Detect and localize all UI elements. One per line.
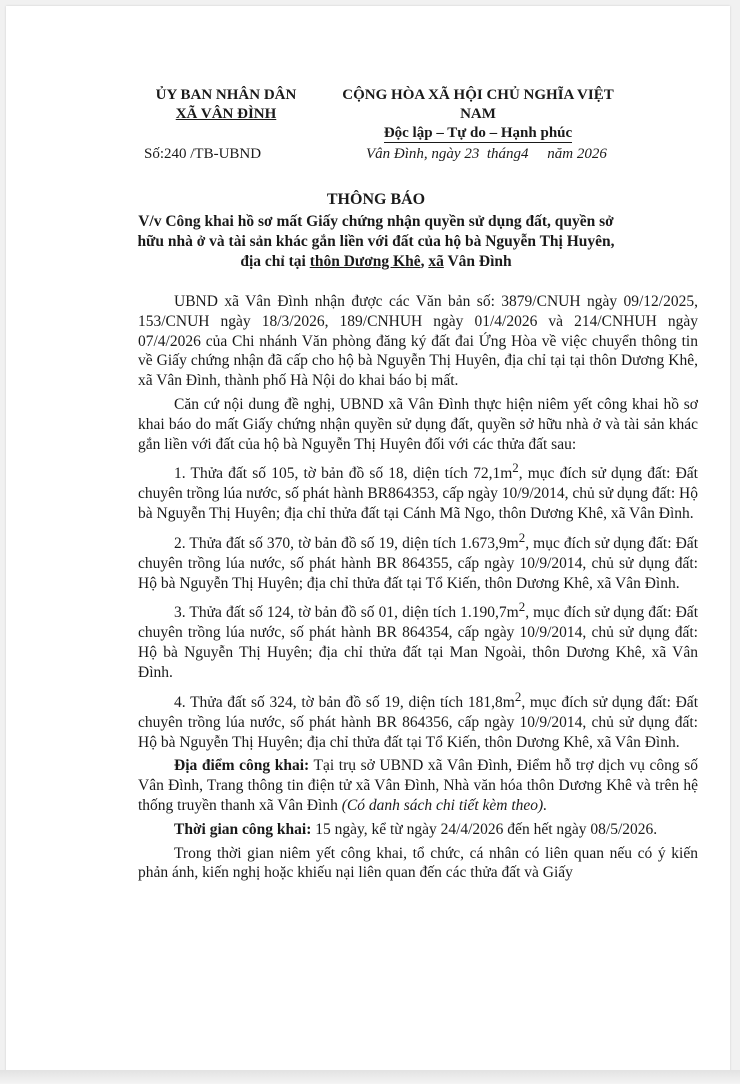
parcel-item-3 [138,597,698,682]
paragraph-final: Trong thời gian niêm yết công khai, tổ chức, cá nhân có liên quan nếu có ý kiến phản ánh, kiến nghị hoặc khiếu nại liên quan đến các thửa đất và Giấy [138,844,698,882]
national-header [328,86,628,143]
parcel-4-sup: 2 [514,688,522,704]
subject-commune-word: xã [428,253,444,270]
parcel-item-2 [138,528,698,594]
paragraph-location [138,756,698,815]
issuer-commune: XÃ VÂN ĐÌNH [175,106,277,122]
parcel-1-text-b: , mục đích sử dụng đất: Đất chuyên trồng lúa nước, số phát hành BR864353, cấp ngày 10/9/2014, chủ sử dụng đất: Hộ bà Nguyễn Thị Huyên; địa chỉ thửa đất tại Cánh Mã Ngo, thôn Dương Khê, xã Vân Đình. [138,465,698,523]
subject-village: thôn Dương Khê [309,253,421,270]
subject-text-1: V/v Công khai hồ sơ mất Giấy chứng nhận quyền sử dụng đất, quyền sở hữu nhà ở và tài sản khác gắn liền với đất của hộ bà Nguyễn Thị Huyên, địa chỉ tại [137,213,615,270]
document-page [6,6,730,1078]
parcel-2-sup: 2 [518,529,526,545]
parcel-1-text-a: 1. Thửa đất số 105, tờ bản đồ số 18, diện tích 72,1m [174,465,513,483]
parcel-4-text-a: 4. Thửa đất số 324, tờ bản đồ số 19, diện tích 181,8m [174,693,515,711]
time-label: Thời gian công khai: [174,820,312,838]
parcel-item-1 [138,458,698,524]
national-name: CỘNG HÒA XÃ HỘI CHỦ NGHĨA VIỆT NAM [342,87,614,122]
paragraph-time [138,820,698,840]
subject-text-2: , [420,253,429,270]
parcel-3-text-a: 3. Thửa đất số 124, tờ bản đồ số 01, diện tích 1.190,7m [174,604,519,622]
time-text: 15 ngày, kể từ ngày 24/4/2026 đến hết ngày 08/5/2026. [311,820,658,838]
parcel-3-sup: 2 [518,599,526,615]
parcel-item-4 [138,687,698,753]
parcel-1-sup: 2 [512,460,519,476]
parcel-3-text-b: , mục đích sử dụng đất: Đất chuyên trồng lúa nước, số phát hành BR 864354, cấp ngày 10/9/2014, chủ sử dụng đất: Hộ bà Nguyễn Thị Huyên; địa chỉ thửa đất tại Man Ngoài, thôn Dương Khê, xã Vân Đình. [138,604,698,682]
parcel-4-text-b: , mục đích sử dụng đất: Đất chuyên trồng lúa nước, số phát hành BR 864356, cấp ngày 10/9/2014, chủ sử dụng đất: Hộ bà Nguyễn Thị Huyên; địa chỉ thửa đất tại Tổ Kiến, thôn Dương Khê, xã Vân Đình. [138,693,698,751]
paragraph-intro: UBND xã Vân Đình nhận được các Văn bản số: 3879/CNUH ngày 09/12/2025, 153/CNUH ngày 18/3/2026, 189/CNHUH ngày 01/4/2026 và 214/CNHUH ngày 07/4/2026 của Chi nhánh Văn phòng đăng ký đất đai Ứng Hòa về việc chuyển thông tin về Giấy chứng nhận đã cấp cho hộ bà Nguyễn Thị Huyên, địa chỉ tại tại thôn Dương Khê, xã Vân Đình, thành phố Hà Nội do khai báo bị mất. [138,293,698,390]
subject-text-3: Vân Đình [443,253,512,270]
issuer-name: ỦY BAN NHÂN DÂN [155,87,297,103]
issuer-header [136,86,316,124]
national-motto: Độc lập – Tự do – Hạnh phúc [383,125,573,141]
paragraph-basis: Căn cứ nội dung đề nghị, UBND xã Vân Đình thực hiện niêm yết công khai hồ sơ khai báo do mất Giấy chứng nhận quyền sử dụng đất, quyền sở hữu nhà ở và tài sản khác gắn liền với đất của hộ bà Nguyễn Thị Huyên đối với các thửa đất sau: [138,395,698,453]
location-text: Tại trụ sở UBND xã Vân Đình, Điểm hỗ trợ dịch vụ công số Vân Đình, Trang thông tin điện tử xã Vân Đình, Nhà văn hóa thôn Dương Khê và trên hệ thống truyền thanh xã Vân Đình [138,757,698,814]
location-label: Địa điểm công khai: [174,757,310,775]
document-reference: Số:240 /TB-UBND [144,146,262,162]
document-date: Vân Đình, ngày 23 tháng4 năm 2026 [366,146,607,162]
parcel-2-text-b: , mục đích sử dụng đất: Đất chuyên trồng lúa nước, số phát hành BR 864355, cấp ngày 10/9/2014, chủ sử dụng đất: Hộ bà Nguyễn Thị Huyên; địa chỉ thửa đất tại Tổ Kiến, thôn Dương Khê, xã Vân Đình. [138,535,698,592]
document-subject [126,212,626,272]
parcel-2-text-a: 2. Thửa đất số 370, tờ bản đồ số 19, diện tích 1.673,9m [174,535,519,553]
page-bottom-edge [0,1070,740,1084]
document-body [138,292,698,887]
location-note: (Có danh sách chi tiết kèm theo). [341,796,548,814]
document-title: THÔNG BÁO [326,191,426,208]
